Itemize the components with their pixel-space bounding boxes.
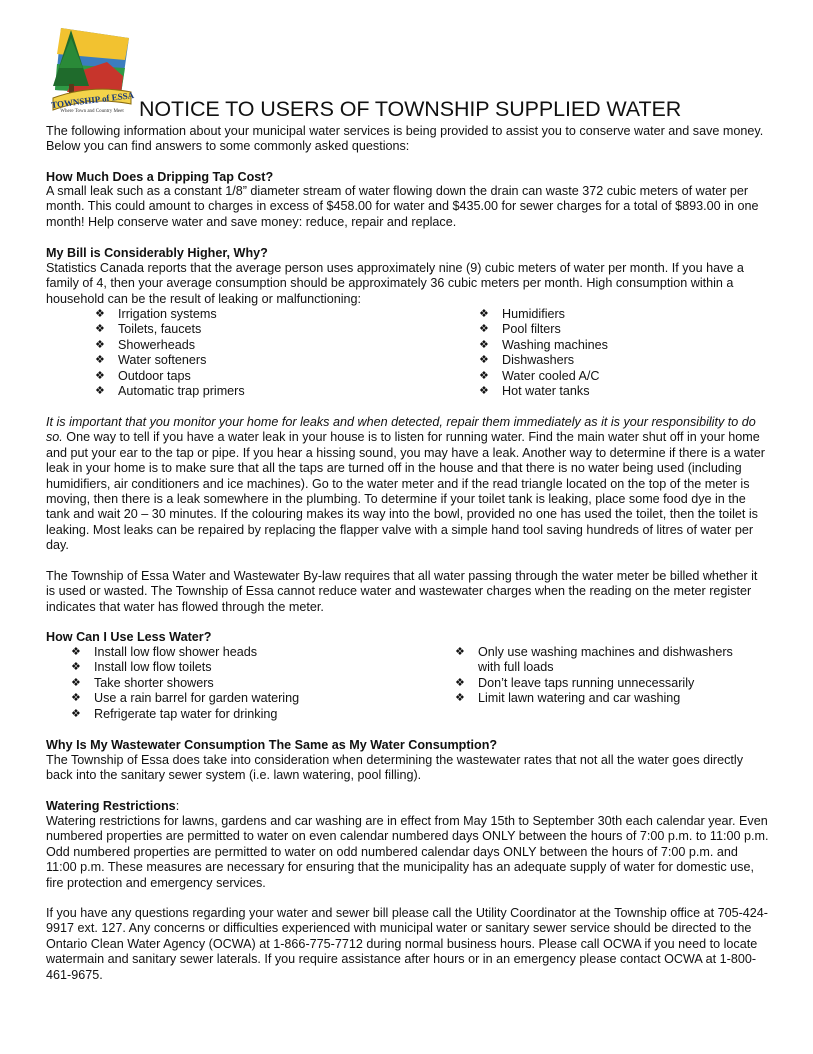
restrictions-heading-colon: :: [175, 799, 180, 813]
leak-source-item-label: Water softeners: [118, 353, 207, 368]
tip-item-label: Refrigerate tap water for drinking: [94, 706, 278, 721]
leak-sources-list-left: [95, 307, 245, 399]
diamond-bullet-icon: ❖: [95, 338, 105, 351]
bill-heading: My Bill is Considerably Higher, Why?: [46, 246, 268, 260]
tip-item-label: Install low flow toilets: [94, 660, 212, 675]
leak-source-item-label: Automatic trap primers: [118, 383, 245, 398]
tip-item: [71, 707, 299, 722]
dripping-heading: How Much Does a Dripping Tap Cost?: [46, 170, 274, 184]
leak-source-item-label: Pool filters: [502, 322, 561, 337]
leak-source-item: [95, 307, 245, 322]
leak-source-item: [479, 307, 608, 322]
bylaw-paragraph: The Township of Essa Water and Wastewater By-law requires that all water passing through the water meter be billed whether it is used or wasted. The Township of Essa cannot reduce water and wastewater charges when the reading on the meter register indicates that water has flowed through the meter.: [46, 569, 758, 614]
leak-source-item: [479, 322, 608, 337]
tip-item-label: Don’t leave taps running unnecessarily: [478, 675, 695, 690]
diamond-bullet-icon: ❖: [71, 661, 81, 674]
tip-item: [71, 645, 299, 660]
leak-source-item: [479, 353, 608, 368]
diamond-bullet-icon: ❖: [479, 323, 489, 336]
leak-source-item-label: Hot water tanks: [502, 383, 590, 398]
leak-source-item-label: Water cooled A/C: [502, 368, 600, 383]
diamond-bullet-icon: ❖: [95, 308, 105, 320]
leak-source-item: [95, 322, 245, 337]
diamond-bullet-icon: ❖: [479, 354, 489, 367]
tip-item-label: Install low flow shower heads: [94, 645, 258, 659]
leak-source-item: [95, 353, 245, 368]
logo-tagline: Where Town and Country Meet: [60, 109, 124, 114]
tip-item: [71, 691, 299, 706]
less-water-heading: How Can I Use Less Water?: [46, 630, 212, 644]
diamond-bullet-icon: ❖: [479, 384, 489, 397]
township-logo: [47, 24, 135, 120]
tip-item-label: Limit lawn watering and car washing: [478, 691, 681, 706]
tip-item: [455, 691, 755, 706]
leak-source-item: [95, 338, 245, 353]
diamond-bullet-icon: ❖: [71, 707, 81, 720]
diamond-bullet-icon: ❖: [95, 323, 105, 336]
diamond-bullet-icon: ❖: [71, 676, 81, 689]
wastewater-paragraph: The Township of Essa does take into consideration when determining the wastewater rates that not all the water goes directly back into the sanitary sewer system (i.e. lawn watering, pool filling).: [46, 753, 744, 783]
leak-source-item-label: Humidifiers: [502, 307, 565, 321]
less-water-list-right: [455, 645, 755, 707]
diamond-bullet-icon: ❖: [95, 384, 105, 397]
leak-sources-list-right: [479, 307, 608, 399]
tip-item: [71, 660, 299, 675]
leak-source-item-label: Washing machines: [502, 337, 608, 352]
intro-paragraph: The following information about your municipal water services is being provided to assist you to conserve water and save money. Below you can find answers to some commonly asked questions:: [46, 124, 764, 154]
restrictions-paragraph: Watering restrictions for lawns, gardens and car washing are in effect from May 15th to September 30th each calendar year. Even numbered properties are permitted to water on even calendar numbered days ONLY between the hours of 7:00 p.m. to 11:00 p.m. Odd numbered properties are permitted to water on odd numbered calendar days ONLY between the hours of 7:00 p.m. and 11:00 p.m. These measures are necessary for ensuring that the municipality has an adequate supply of water for domestic use, fire protection and emergency services.: [46, 814, 769, 890]
tip-item: [455, 645, 755, 676]
diamond-bullet-icon: ❖: [71, 646, 81, 658]
monitor-text: One way to tell if you have a water leak in your house is to listen for running water. Find the main water shut off in your home and put your ear to the tap or pipe. If you hear a hissing sound, you may have a leak. Another way to determine if there is a water leak in your home is to make sure that all the taps are turned off in the house and that there is no water being used (including humidifiers, air conditioners and ice machines). Go to the water meter and if the read triangle located on the top of the meter is moving, then there is a leak somewhere in the plumbing. To determine if your toilet tank is leaking, place some food dye in the tank and wait 20 – 30 minutes. If the colouring makes its way into the bowl, provided no one has used the toilet, then the toilet is leaking. Most leaks can be repaired by replacing the flapper valve with a simple hand tool saving hundreds of litres of water per day.: [46, 430, 765, 553]
restrictions-heading: [46, 799, 179, 814]
diamond-bullet-icon: ❖: [455, 646, 465, 658]
tip-item-label: Use a rain barrel for garden watering: [94, 691, 300, 706]
contact-paragraph: If you have any questions regarding your water and sewer bill please call the Utility Coordinator at the Township office at 705-424-9917 ext. 127. Any concerns or difficulties experienced with municipal water or sanitary sewer service should be directed to the Ontario Clean Water Agency (OCWA) at 1-866-775-7712 during normal business hours. Please call OCWA if you need to locate watermain and sanitary sewer laterals. If you require assistance after hours or in an emergency please contact OCWA at 1-800-461-9675.: [46, 906, 768, 982]
diamond-bullet-icon: ❖: [479, 338, 489, 351]
dripping-paragraph: A small leak such as a constant 1/8” diameter stream of water flowing down the drain can waste 372 cubic meters of water per month. This could amount to charges in excess of $458.00 for water and $435.00 for sewer charges for a total of $893.00 in one month! Help conserve water and save money: reduce, repair and replace.: [46, 184, 759, 229]
leak-source-item: [479, 384, 608, 399]
leak-source-item-label: Outdoor taps: [118, 368, 191, 383]
tip-item-label: Only use washing machines and dishwashers with full loads: [478, 645, 733, 675]
diamond-bullet-icon: ❖: [95, 369, 105, 382]
tip-item: [71, 676, 299, 691]
monitor-paragraph: [46, 415, 770, 554]
tip-item-label: Take shorter showers: [94, 675, 214, 690]
diamond-bullet-icon: ❖: [455, 692, 465, 705]
diamond-bullet-icon: ❖: [479, 369, 489, 382]
leak-source-item-label: Toilets, faucets: [118, 322, 202, 337]
logo-wordmark: TOWNSHIP of ESSA: [50, 89, 135, 111]
diamond-bullet-icon: ❖: [479, 308, 489, 320]
leak-source-item: [479, 369, 608, 384]
diamond-bullet-icon: ❖: [71, 692, 81, 705]
page-title: NOTICE TO USERS OF TOWNSHIP SUPPLIED WATER: [139, 97, 682, 121]
leak-source-item: [95, 384, 245, 399]
bill-paragraph: Statistics Canada reports that the average person uses approximately nine (9) cubic meters of water per month. If you have a family of 4, then your average consumption should be approximately 36 cubic meters per month. High consumption within a household can be the result of leaking or malfunctioning:: [46, 261, 744, 306]
logo-wordmark-layer: [47, 24, 135, 120]
monitor-emphasis: It is important that you monitor your home for leaks and when detected, repair them immediately as it is your responsibility to do so.: [46, 415, 756, 445]
tip-item: [455, 676, 755, 691]
leak-source-item-label: Dishwashers: [502, 353, 575, 368]
leak-source-item-label: Irrigation systems: [118, 307, 217, 321]
diamond-bullet-icon: ❖: [95, 354, 105, 367]
diamond-bullet-icon: ❖: [455, 676, 465, 689]
leak-source-item: [479, 338, 608, 353]
restrictions-heading-text: Watering Restrictions: [46, 799, 176, 813]
leak-source-item-label: Showerheads: [118, 337, 196, 352]
wastewater-heading: Why Is My Wastewater Consumption The Same as My Water Consumption?: [46, 738, 498, 752]
less-water-list-left: [71, 645, 299, 722]
leak-source-item: [95, 369, 245, 384]
